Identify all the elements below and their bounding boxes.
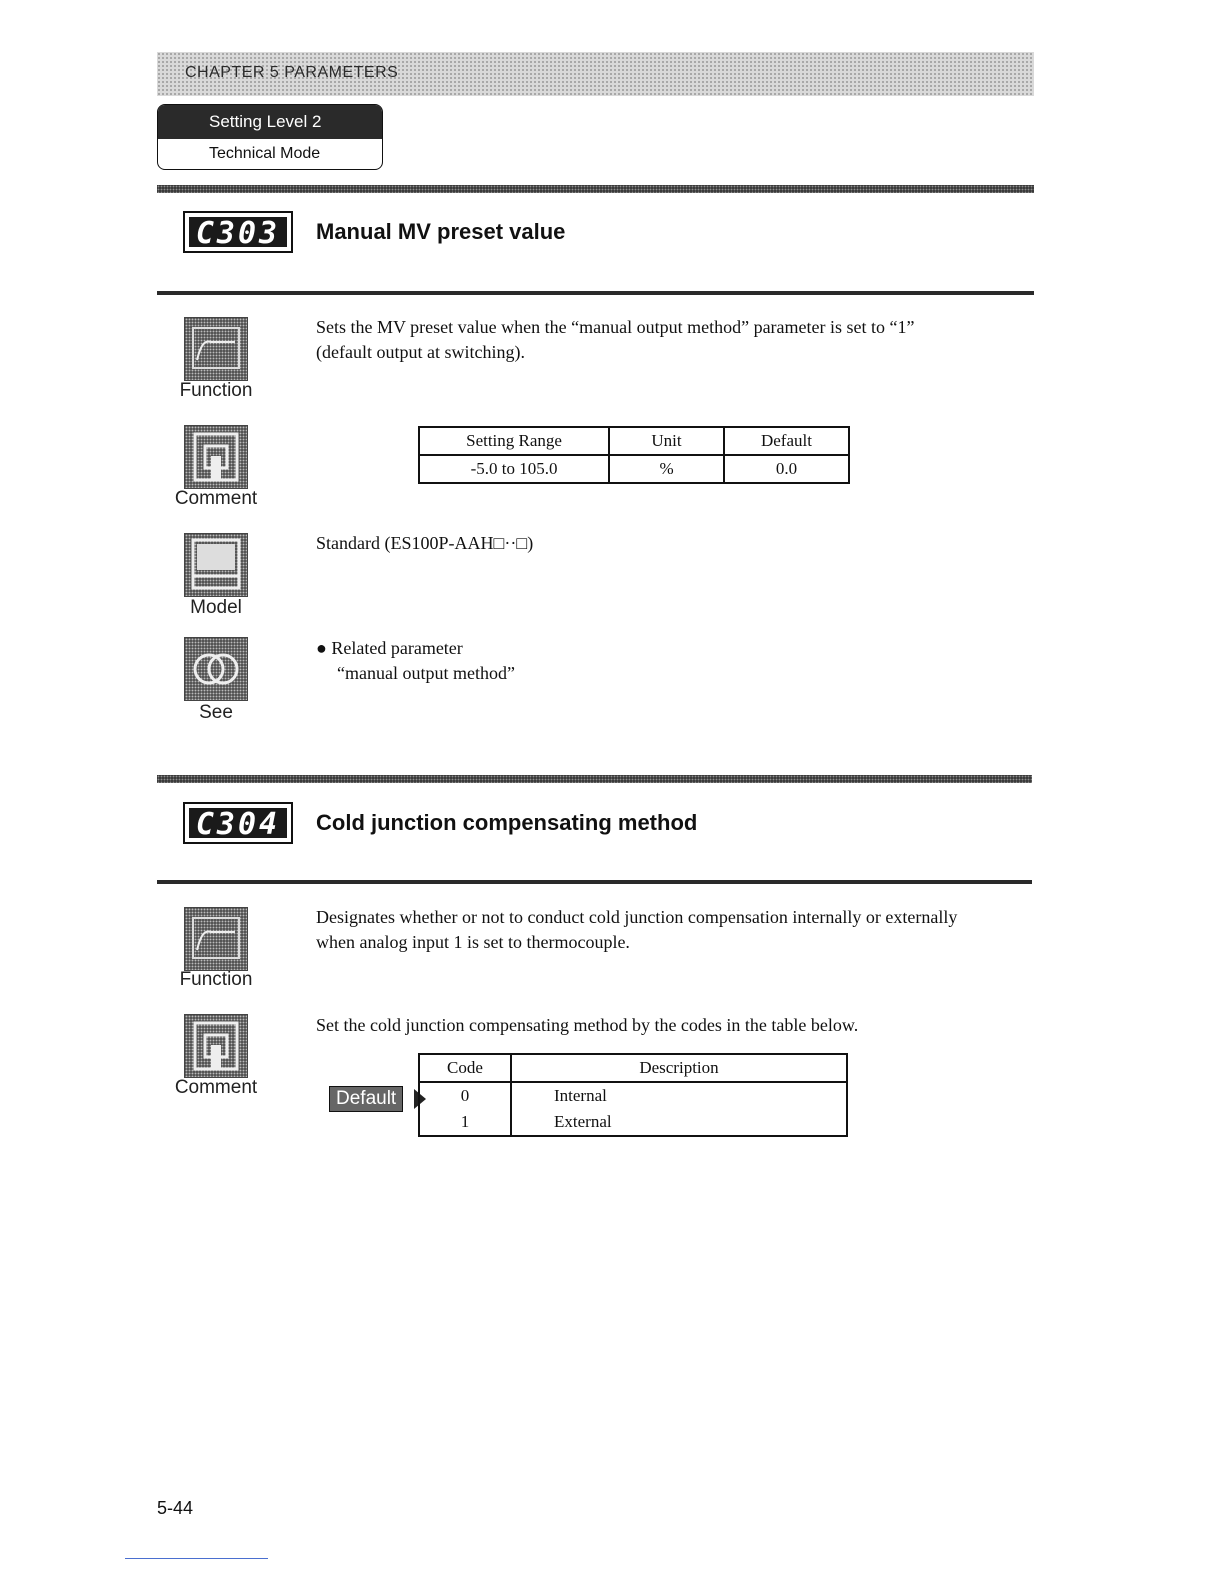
parameter-code-display (183, 211, 293, 253)
parameter-code: C303 (189, 217, 287, 247)
comment-text: Set the cold junction compensating method by the codes in the table below. (316, 1015, 859, 1035)
table-cell: -5.0 to 105.0 (419, 455, 609, 483)
table-cell: 0.0 (724, 455, 849, 483)
table-header: Description (511, 1054, 847, 1082)
model-icon (184, 533, 248, 597)
see-icon (184, 637, 248, 701)
section-rule (157, 291, 1034, 295)
table-header: Unit (609, 427, 724, 455)
function-icon (184, 317, 248, 381)
setting-range-table (418, 426, 850, 484)
section-divider (157, 185, 1034, 193)
model-label: Model (190, 597, 242, 618)
table-cell: % (609, 455, 724, 483)
section-rule (157, 880, 1032, 884)
table-cell: 0 (419, 1082, 511, 1109)
table-cell: External (511, 1109, 847, 1136)
function-text-line2: when analog input 1 is set to thermocouple. (316, 932, 630, 952)
section-title: Cold junction compensating method (316, 810, 698, 835)
setting-level-title: Setting Level 2 (158, 105, 382, 139)
table-row (419, 1109, 847, 1136)
setting-level-mode: Technical Mode (209, 145, 321, 162)
comment-icon (184, 1014, 248, 1078)
function-text-line1: Designates whether or not to conduct cold junction compensation internally or externally (316, 907, 958, 927)
related-parameter-heading: ● Related parameter (316, 638, 463, 658)
function-label: Function (179, 969, 253, 990)
function-label: Function (179, 380, 253, 401)
setting-level-box (157, 104, 383, 170)
comment-icon (184, 425, 248, 489)
parameter-code-display (183, 802, 293, 844)
comment-label: Comment (174, 488, 258, 509)
default-tag: Default (329, 1086, 403, 1112)
table-cell: Internal (511, 1082, 847, 1109)
function-text-line1: Sets the MV preset value when the “manual output method” parameter is set to “1” (316, 317, 915, 337)
function-text-line2: (default output at switching). (316, 342, 525, 362)
see-label: See (199, 702, 233, 723)
comment-label: Comment (174, 1077, 258, 1098)
table-header: Setting Range (419, 427, 609, 455)
table-cell: 1 (419, 1109, 511, 1136)
page-number: 5-44 (157, 1498, 194, 1518)
section-divider (157, 775, 1032, 783)
code-description-table (418, 1053, 848, 1137)
related-parameter-item: “manual output method” (337, 663, 515, 683)
footer-line (125, 1558, 268, 1559)
model-text: Standard (ES100P-AAH□··□) (316, 533, 534, 553)
table-header: Code (419, 1054, 511, 1082)
chapter-title: CHAPTER 5 PARAMETERS (185, 64, 399, 81)
table-row (419, 1082, 847, 1109)
function-icon (184, 907, 248, 971)
section-title: Manual MV preset value (316, 219, 566, 244)
table-header: Default (724, 427, 849, 455)
parameter-code: C304 (189, 808, 287, 838)
